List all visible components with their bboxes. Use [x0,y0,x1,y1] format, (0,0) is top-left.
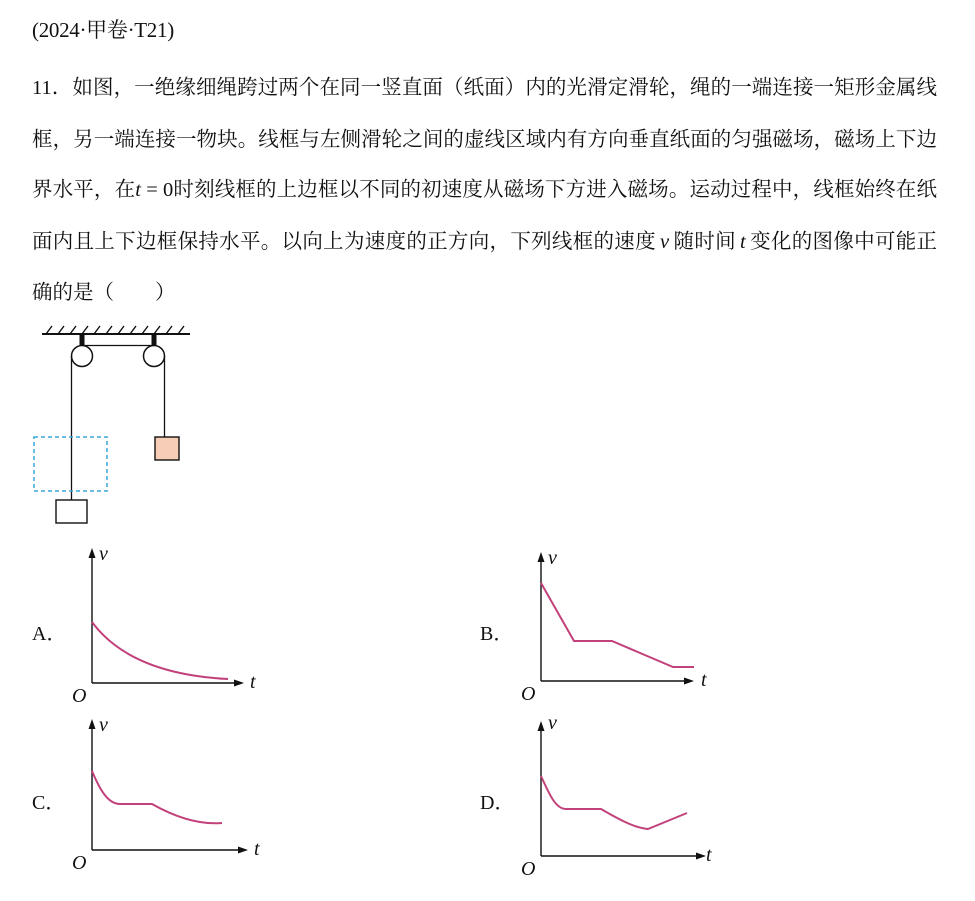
block [155,437,179,460]
graph-a-t-label: t [250,671,256,693]
arrow-right-icon [684,678,694,685]
var-v: v [660,230,670,253]
question-number: 11． [32,77,73,99]
graph-c-v-label: v [99,714,108,736]
graph-d-curve [541,776,687,829]
arrow-up-icon [538,721,545,731]
left-pulley-icon [72,346,93,367]
apparatus-figure [0,318,200,528]
source-tag: (2024·甲卷·T21) [32,18,174,42]
graph-c-t-label: t [254,838,260,860]
graph-a-axes [72,543,256,707]
arrow-up-icon [538,552,545,562]
arrow-right-icon [234,680,244,687]
graph-c-origin: O [72,852,87,874]
arrow-up-icon [89,548,96,558]
graph-c-axes [72,714,260,874]
graph-d-origin: O [521,858,536,880]
option-a-label[interactable]: A． [32,623,67,645]
graph-b-curve [541,583,694,667]
graph-b-t-label: t [701,669,707,691]
option-b-label[interactable]: B． [480,623,514,645]
magnetic-field-region [34,437,107,491]
metal-frame [56,500,87,523]
arrow-right-icon [696,853,706,860]
var-t-2: t [740,230,746,253]
graph-a-curve [92,622,228,679]
question-part1: 如图，一绝缘细绳跨过两个在同一竖直面（纸面）内的光滑定滑轮，绳的一端连接一矩形金属线框，另一端连接一物块。线框与左侧滑轮之间的虚线区域内有方向垂直纸面的匀强磁场，磁场上下边界水平，在 [32,75,937,201]
option-d-label[interactable]: D． [480,792,515,814]
question-part2: 时刻线框的上边框以不同的初速度从磁场下方进入磁场。运动过程中，线框始终在纸面内且上下边框保持水平。以向上为速度的正方向，下列线框的速度 [32,177,938,253]
graph-a-v-label: v [99,543,108,565]
graph-c-curve [92,771,222,823]
question-part4: 变化的图像中可能正确的是（ ） [32,228,938,304]
option-c-label[interactable]: C． [32,792,66,814]
question-text [32,62,937,318]
graph-d-axes [521,712,712,880]
arrow-up-icon [89,719,96,729]
eq-zero: = 0 [140,179,174,201]
arrow-right-icon [238,847,248,854]
question-part3: 随时间 [673,228,736,253]
graph-b-axes [521,547,707,705]
var-t: t [135,179,141,201]
graph-d-t-label: t [706,844,712,866]
right-pulley-icon [144,346,165,367]
graph-b-v-label: v [548,547,557,569]
graph-a-origin: O [72,685,87,707]
graph-b-origin: O [521,683,536,705]
graph-d-v-label: v [548,712,557,734]
